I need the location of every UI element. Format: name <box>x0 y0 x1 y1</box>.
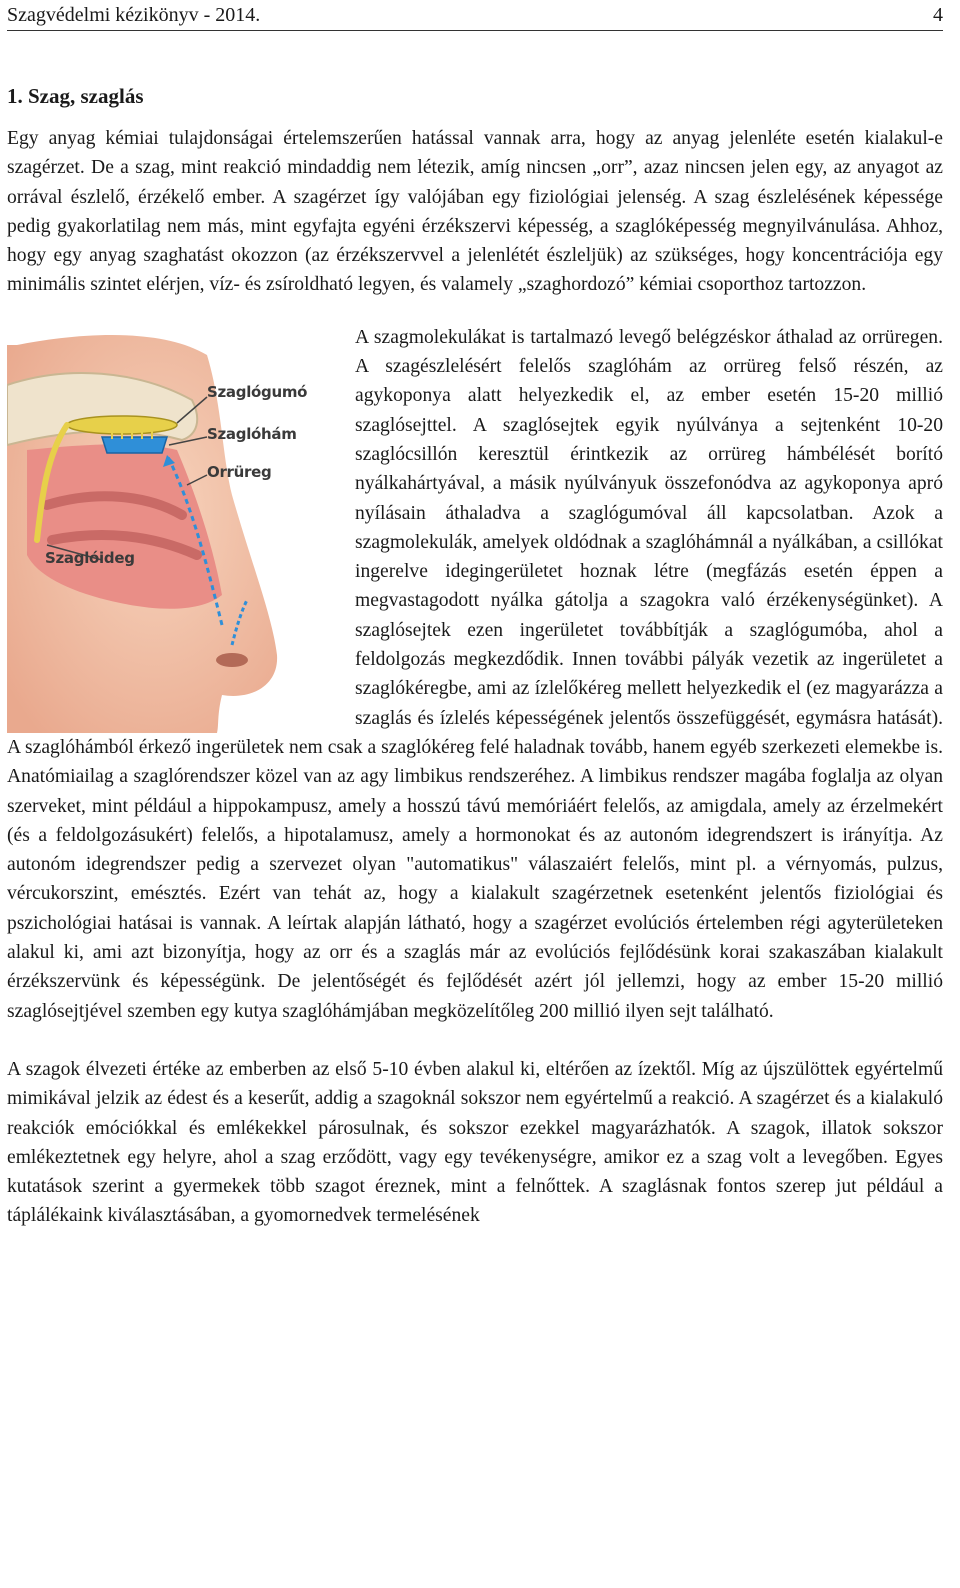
section-heading: 1. Szag, szaglás <box>7 84 144 108</box>
nostril <box>216 653 248 667</box>
label-epithelium: Szaglóhám <box>207 424 297 443</box>
label-bulb: Szaglógumó <box>207 382 308 401</box>
figure-text-block <box>7 323 943 1026</box>
paragraph-2: A szagmolekulákat is tartalmazó levegő belégzéskor áthalad az orrüregen. A szagészlelésért felelős szaglóhám az orrüreg felső részén, az agykoponya alatt helyezkedik el, az ember esetén 15-20 millió szaglósejttel. A szaglósejtek egyik nyúlványa a sejtenként 10-20 szaglócsillón keresztül érintkezik az orrüreg hámbélését borító nyálkahártyával, a másik nyúlványuk összefonódva az agykoponya apró nyílásain áthaladva a szaglógumóval áll kapcsolatban. Azok a szagmolekulák, amelyek oldódnak a szaglóhámnál a nyálkában, a csillókat ingerelve idegingerületet hoznak létre (megfázás esetén éppen a megvastagodott nyálka gátolja a szagokra való érzékenységünket). A szaglósejtek ezen ingerületet továbbítják a szaglógumóba, ahol a feldolgozás megkezdődik. Innen további pályák vezetik az ingerületet a szaglókéregbe, ami az ízlelőkéreg mellett helyezkedik el (ez magyarázza a szaglás és ízlelés képességének jelentős összefüggését, egymásra hatását). A szaglóhámból érkező ingerületek nem csak a szaglókéreg felé haladnak tovább, hanem egyéb szerkezeti elemekbe is. Anatómiailag a szaglórendszer közel van az agy limbikus rendszeréhez. A limbikus rendszer magába foglalja az olyan szerveket, mint például a hippokampusz, amely a hosszú távú memóriáért felelős, az amigdala, amely az érzelmekért (és a feldolgozásukért) felelős, a hipotalamusz, amely a hormonokat és az autonóm idegrendszert is irányítja. Az autonóm idegrendszer pedig a szervezet olyan "automatikus" válaszaiért felelős, mint pl. a vérnyomás, pulzus, vércukorszint, emésztés. Ezért van tehát az, hogy a kialakult szagérzetnek esetenként jelentős fiziológiai és pszichológiai hatásai is vannak. A leírtak alapján látható, hogy a szagérzet evolúciós értelemben régi agyterületeken alakul ki, ami azt bizonyítja, hogy az orr és a szaglás már az evolúciós fejlődésünk korai szakaszában kialakult érzékszervünk és képességünk. De jelentőségét és fejlődését azért jól jellemzi, hogy az ember 15-20 millió szaglósejtjével szemben egy kutya szaglóhámjában megközelítőleg 200 millió ilyen sejt található. <box>7 326 943 1022</box>
page-number: 4 <box>933 4 943 26</box>
label-nerve: Szaglóideg <box>45 548 135 567</box>
label-cavity: Orrüreg <box>207 462 272 481</box>
olfactory-anatomy-figure <box>7 325 337 733</box>
paragraph-1: Egy anyag kémiai tulajdonságai értelemszerűen hatással vannak arra, hogy az anyag jelenléte esetén kialakul-e szagérzet. De a szag, mint reakció mindaddig nem létezik, amíg nincsen „orr”, azaz nincsen jelen egy, az anyagot az orrával észlelő, érzékelő ember. A szagérzet így valójában egy fiziológiai jelenség. A szag észlelésének képessége pedig gyakorlatilag nem más, mint egyfajta egyéni érzékszervi képesség, a szaglóképesség megnyilvánulása. Ahhoz, hogy egy anyag szaghatást okozzon (az érzékszervvel a jelenlétét észleljük) az szükséges, hogy koncentrációja egy minimális szintet elérjen, víz- és zsíroldható legyen, és valamely „szaghordozó” kémiai csoporthoz tartozzon. <box>7 128 943 296</box>
olfactory-epithelium <box>102 437 167 453</box>
paragraph-3: A szagok élvezeti értéke az emberben az első 5-10 évben alakul ki, eltérően az ízektől. Míg az újszülöttek egyértelmű mimikával jelzik az édest és a keserűt, addig a szagoknál sokszor nem egyértelmű a reakció. A szagérzet és a kialakuló reakciók emóciókkal és emlékekkel párosulnak, és sokszor ezekkel magyarázhatók. A szagok, illatok sokszor emlékeztetnek egy helyre, ahol a szag erződött, vagy egy tevékenységre, amikor ez a szag volt a levegőben. Egyes kutatások szerint a gyermekek több szagot éreznek, mint a felnőttek. A szaglásnak fontos szerep jut például a táplálékaink kiválasztásában, a gyomornedvek termelésének <box>7 1058 943 1227</box>
page-header <box>7 0 943 31</box>
header-title: Szagvédelmi kézikönyv - 2014. <box>7 4 261 26</box>
